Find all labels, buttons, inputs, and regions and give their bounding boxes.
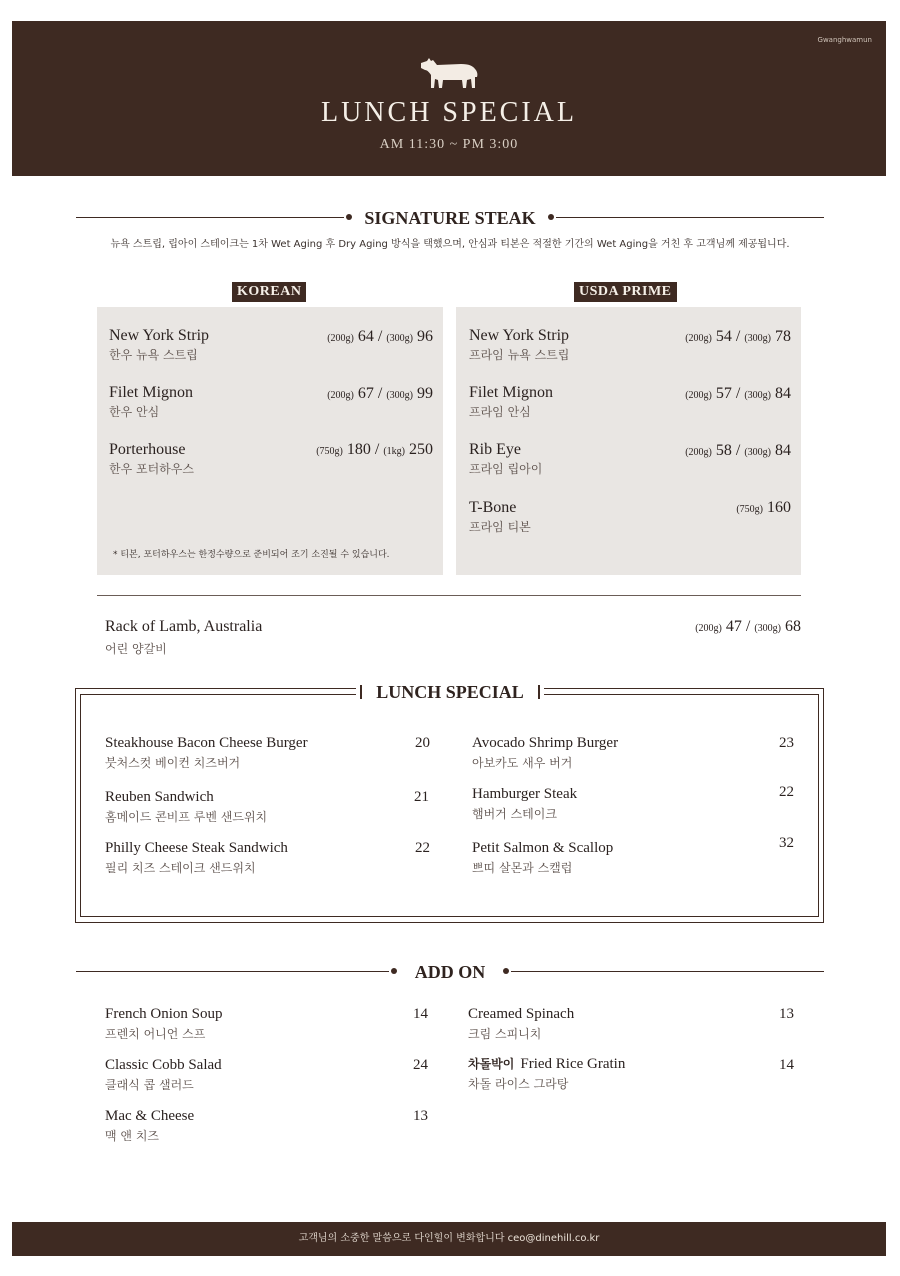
item-price: (200g) 67 / (300g) 99 xyxy=(327,385,433,402)
usda-item xyxy=(469,441,542,477)
addon-item xyxy=(468,1055,625,1092)
dot-right xyxy=(503,968,509,974)
item-price: (200g) 64 / (300g) 96 xyxy=(327,328,433,345)
item-name: New York Strip xyxy=(109,327,210,344)
aging-note: 뉴욕 스트립, 립아이 스테이크는 1차 Wet Aging 후 Dry Aging 방식을 택했으며, 안심과 티본은 적절한 기간의 Wet Aging을 거친 후 고객님께 제공됩니다. xyxy=(110,239,790,250)
lunch-title: LUNCH SPECIAL xyxy=(376,682,524,702)
item-price: (750g) 180 / (1kg) 250 xyxy=(316,441,433,458)
item-name: Philly Cheese Steak Sandwich xyxy=(105,840,288,856)
addon-item xyxy=(105,1057,222,1093)
item-name-ko: 쁘띠 살몬과 스캘럽 xyxy=(472,861,573,875)
cow-icon xyxy=(417,55,481,91)
chadol-brand-badge: 차돌박이 xyxy=(468,1057,515,1071)
item-name-ko: 어린 양갈비 xyxy=(105,642,167,656)
item-price: 13 xyxy=(779,1006,794,1022)
footnote: * 티본, 포터하우스는 한정수량으로 준비되어 조기 소진될 수 있습니다. xyxy=(113,550,390,560)
item-name: Classic Cobb Salad xyxy=(105,1057,222,1073)
item-name-ko: 클래식 콥 샐러드 xyxy=(105,1078,194,1092)
bracket-right xyxy=(538,685,540,699)
item-price: (200g) 47 / (300g) 68 xyxy=(695,618,801,635)
item-name-ko: 맥 앤 치즈 xyxy=(105,1129,159,1143)
item-name: Mac & Cheese xyxy=(105,1108,195,1124)
item-price: 14 xyxy=(413,1006,428,1022)
item-name-ko: 한우 안심 xyxy=(109,405,160,419)
item-price: 32 xyxy=(779,835,794,851)
item-name: Filet Mignon xyxy=(109,384,194,401)
page-title: LUNCH SPECIAL xyxy=(320,97,577,128)
lunch-item xyxy=(105,735,308,771)
divider xyxy=(97,595,801,596)
item-name: Avocado Shrimp Burger xyxy=(472,735,619,751)
signature-heading xyxy=(76,208,824,228)
item-price: 22 xyxy=(415,840,430,856)
item-name-ko: 필리 치즈 스테이크 샌드위치 xyxy=(105,861,256,875)
item-name: Rack of Lamb, Australia xyxy=(105,618,263,635)
lunch-item xyxy=(472,735,618,771)
item-name: New York Strip xyxy=(469,327,570,344)
header-banner xyxy=(12,21,886,176)
item-price: (200g) 57 / (300g) 84 xyxy=(685,385,791,402)
item-price: 21 xyxy=(414,789,429,805)
addon-title: ADD ON xyxy=(414,962,486,982)
signature-title: SIGNATURE STEAK xyxy=(364,208,536,228)
item-price: 24 xyxy=(413,1057,428,1073)
korean-item xyxy=(109,384,193,420)
lunch-heading xyxy=(356,681,544,703)
usda-item xyxy=(469,499,531,535)
item-name-ko: 프라임 뉴욕 스트립 xyxy=(469,348,570,362)
usda-label: USDA PRIME xyxy=(574,282,677,302)
korean-item xyxy=(109,327,209,363)
item-name-ko: 프라임 립아이 xyxy=(469,462,543,476)
item-name: French Onion Soup xyxy=(105,1006,223,1022)
lamb-item xyxy=(105,618,262,657)
item-name-ko: 홈메이드 콘비프 루벤 샌드위치 xyxy=(105,810,268,824)
item-price: (200g) 54 / (300g) 78 xyxy=(685,328,791,345)
item-price: (750g) 160 xyxy=(736,499,791,516)
item-price: (200g) 58 / (300g) 84 xyxy=(685,442,791,459)
item-name: Porterhouse xyxy=(109,441,186,458)
korean-item xyxy=(109,441,194,477)
addon-item xyxy=(105,1108,194,1144)
lunch-item xyxy=(472,786,577,822)
item-price: 23 xyxy=(779,735,794,751)
location-label: Gwanghwamun xyxy=(817,36,872,44)
lunch-item xyxy=(472,840,613,876)
lunch-item xyxy=(105,789,267,825)
item-name: Rib Eye xyxy=(469,441,521,458)
usda-item xyxy=(469,327,569,363)
addon-heading xyxy=(76,962,824,982)
item-price: 13 xyxy=(413,1108,428,1124)
item-name-ko: 차돌 라이스 그라탕 xyxy=(468,1077,569,1091)
item-price: 20 xyxy=(415,735,430,751)
addon-item xyxy=(105,1006,223,1042)
item-price: 14 xyxy=(779,1057,794,1073)
korean-label: KOREAN xyxy=(232,282,306,302)
item-name: Filet Mignon xyxy=(469,384,554,401)
item-name: 차돌박이 Fried Rice Gratin xyxy=(468,1056,626,1072)
item-name-ko: 프렌치 어니언 스프 xyxy=(105,1027,206,1041)
divider-right xyxy=(511,971,824,972)
item-name-ko: 프라임 안심 xyxy=(469,405,531,419)
footer-text: 고객님의 소중한 말씀으로 다인힐이 변화합니다 ceo@dinehill.co.kr xyxy=(298,1233,600,1244)
footer-bar xyxy=(12,1222,886,1256)
item-name-ko: 한우 뉴욕 스트립 xyxy=(109,348,198,362)
item-name: Hamburger Steak xyxy=(472,786,578,802)
item-name-ko: 크림 스피니치 xyxy=(468,1027,542,1041)
dot-right xyxy=(548,214,554,220)
item-name: Creamed Spinach xyxy=(468,1006,575,1022)
item-name: T-Bone xyxy=(469,499,517,516)
lunch-item xyxy=(105,840,288,876)
usda-item xyxy=(469,384,553,420)
item-name-ko: 아보카도 새우 버거 xyxy=(472,756,573,770)
item-name: Reuben Sandwich xyxy=(105,789,214,805)
item-name: Petit Salmon & Scallop xyxy=(472,840,614,856)
divider-right xyxy=(556,217,824,218)
hours-text: AM 11:30 ~ PM 3:00 xyxy=(379,137,519,152)
item-name-ko: 햄버거 스테이크 xyxy=(472,807,557,821)
item-name-ko: 한우 포터하우스 xyxy=(109,462,194,476)
item-name: Steakhouse Bacon Cheese Burger xyxy=(105,735,308,751)
addon-item xyxy=(468,1006,574,1042)
item-price: 22 xyxy=(779,784,794,800)
item-name-ko: 프라임 티본 xyxy=(469,520,531,534)
item-name-ko: 붓처스컷 베이컨 치즈버거 xyxy=(105,756,241,770)
